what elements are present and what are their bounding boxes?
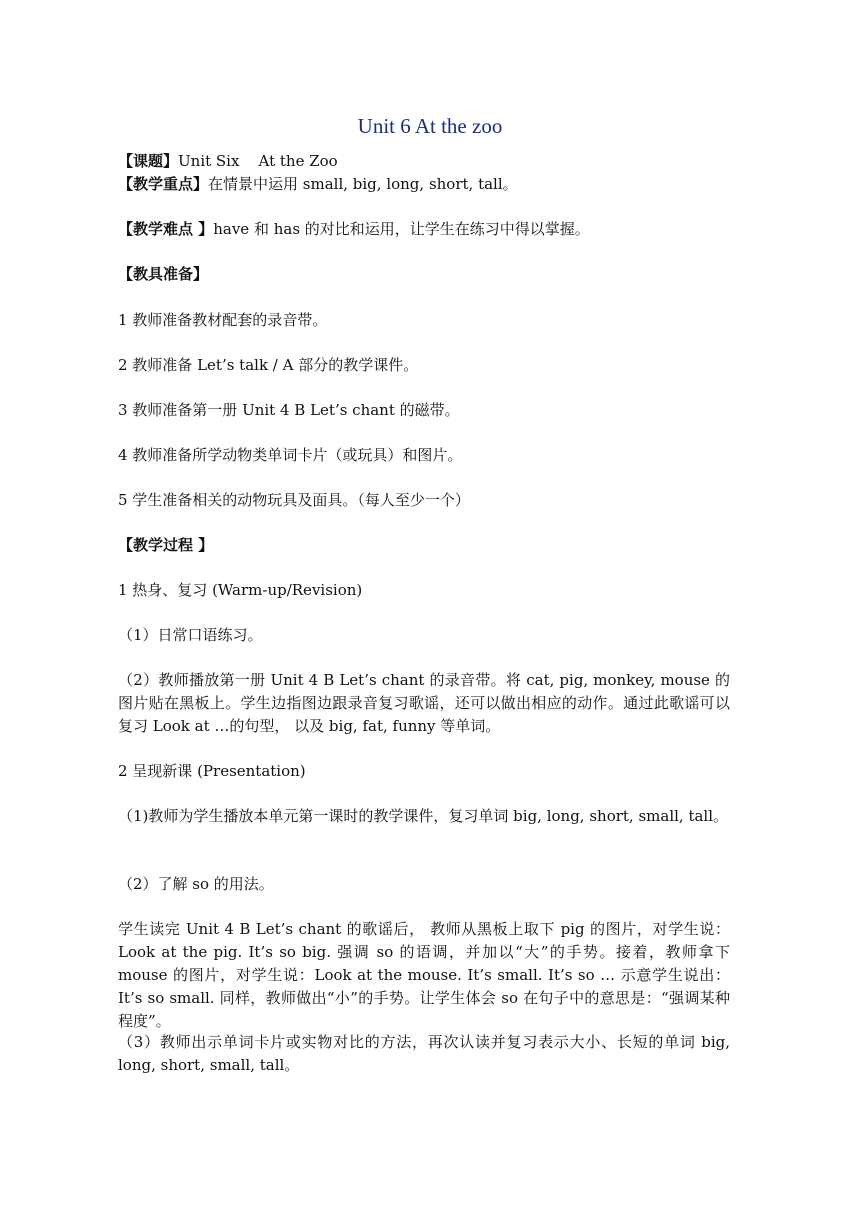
prep-item-5: 5 学生准备相关的动物玩具及面具。（每人至少一个）: [118, 491, 470, 509]
step2-item-2: （2）了解 so 的用法。: [118, 875, 274, 893]
prep-item-3: 3 教师准备第一册 Unit 4 B Let’s chant 的磁带。: [118, 401, 460, 419]
focus-line: [118, 173, 738, 195]
topic-line: [118, 150, 738, 172]
step1-item-1: （1）日常口语练习。: [118, 626, 263, 644]
topic-value: Unit Six At the Zoo: [178, 152, 338, 170]
process-heading: 【教学过程 】: [118, 536, 214, 554]
step1-heading: 1 热身、复习 (Warm-up/Revision): [118, 581, 363, 599]
step1-item-2: （2）教师播放第一册 Unit 4 B Let’s chant 的录音带。将 cat, pig, monkey, mouse 的图片贴在黑板上。学生边指图边跟录音复习歌谣，还可以做出相应的动作。通过此歌谣可以复习 Look at …的句型， 以及 big, fat, funny 等单词。: [118, 671, 730, 735]
topic-label: 【课题】: [118, 152, 179, 170]
prep-item-1: 1 教师准备教材配套的录音带。: [118, 311, 328, 329]
focus-label: 【教学重点】: [118, 175, 209, 193]
prep-heading: 【教具准备】: [118, 265, 209, 283]
step2-item-3: （3）教师出示单词卡片或实物对比的方法，再次认读并复习表示大小、长短的单词 big, long, short, small, tall。: [118, 1033, 730, 1074]
difficulty-label: 【教学难点 】: [118, 220, 214, 238]
step2-item-1: （1)教师为学生播放本单元第一课时的教学课件，复习单词 big, long, short, small, tall。: [118, 807, 729, 825]
prep-item-4: 4 教师准备所学动物类单词卡片（或玩具）和图片。: [118, 446, 463, 464]
difficulty-value: have 和 has 的对比和运用，让学生在练习中得以掌握。: [213, 220, 590, 238]
prep-item-2: 2 教师准备 Let’s talk / A 部分的教学课件。: [118, 356, 419, 374]
difficulty-line: [118, 218, 738, 240]
step2-paragraph: 学生读完 Unit 4 B Let’s chant 的歌谣后， 教师从黑板上取下 pig 的图片，对学生说：Look at the pig. It’s so big. 强调 so 的语调，并加以“大”的手势。接着，教师拿下 mouse 的图片，对学生说：Look at the mouse. It’s small. It’s so … 示意学生说出：It’s so small. 同样，教师做出“小”的手势。让学生体会 so 在句子中的意思是：“强调某种程度”。: [118, 920, 730, 1030]
focus-value: 在情景中运用 small, big, long, short, tall。: [208, 175, 518, 193]
document-title: Unit 6 At the zoo: [357, 114, 503, 138]
step2-heading: 2 呈现新课 (Presentation): [118, 762, 306, 780]
